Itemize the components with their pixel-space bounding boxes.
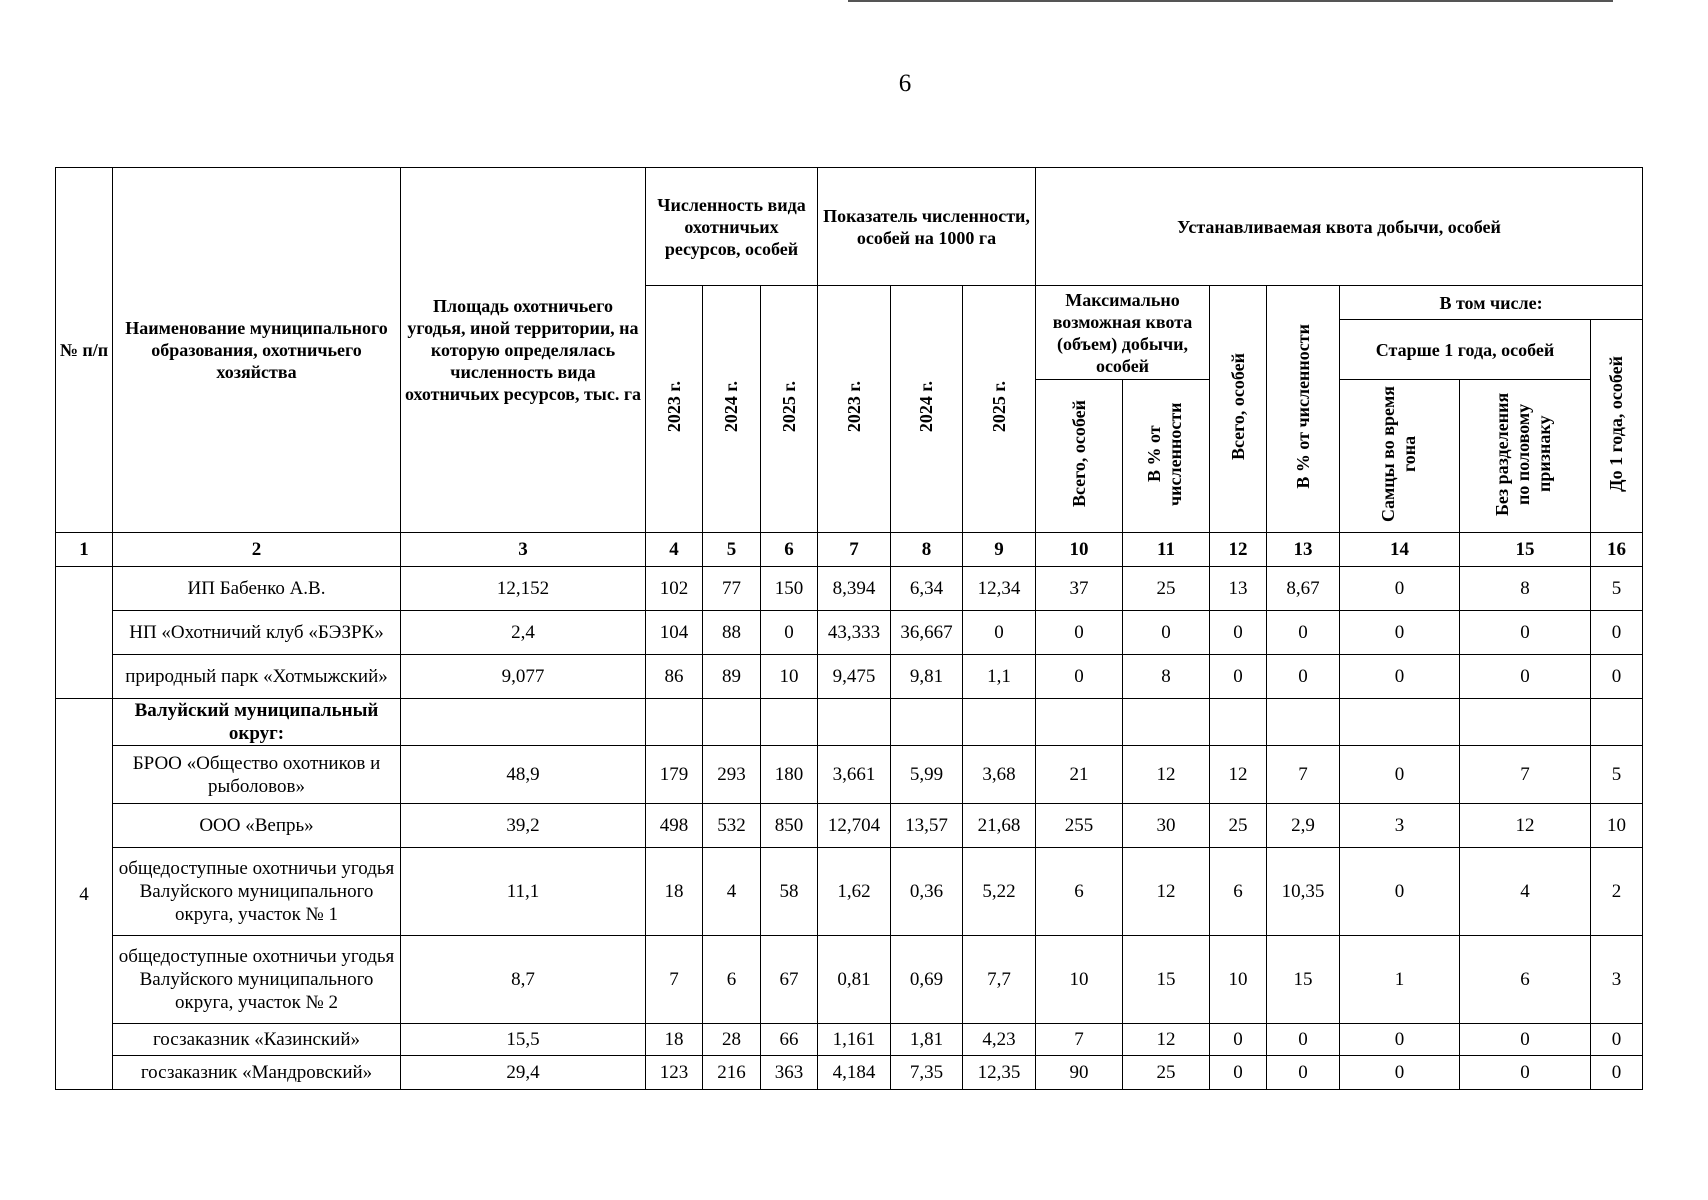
column-number: 8 bbox=[891, 533, 963, 567]
table-cell: 58 bbox=[761, 848, 818, 936]
table-cell: 1,62 bbox=[818, 848, 891, 936]
table-cell: 0 bbox=[1123, 611, 1210, 655]
header-max-quota: Максимально возможная квота (объем) добычи, особей bbox=[1036, 286, 1210, 380]
table-cell: 0 bbox=[1340, 746, 1460, 804]
table-cell: 12 bbox=[1460, 804, 1591, 848]
table-cell: 43,333 bbox=[818, 611, 891, 655]
table-cell: 7,35 bbox=[891, 1056, 963, 1090]
header-no-sex: Без разделения по половому признаку bbox=[1492, 391, 1554, 516]
table-cell: 0 bbox=[1460, 611, 1591, 655]
table-cell: 0,81 bbox=[818, 936, 891, 1024]
column-number: 12 bbox=[1210, 533, 1267, 567]
column-number: 5 bbox=[703, 533, 761, 567]
table-cell: 4,23 bbox=[963, 1024, 1036, 1056]
header-den-2024: 2024 г. bbox=[916, 380, 936, 433]
table-cell: 28 bbox=[703, 1024, 761, 1056]
row-name: госзаказник «Мандровский» bbox=[113, 1056, 401, 1090]
table-cell: 25 bbox=[1123, 1056, 1210, 1090]
table-cell: 30 bbox=[1123, 804, 1210, 848]
table-cell: 0 bbox=[1340, 655, 1460, 699]
header-name: Наименование муниципального образования, охотничьего хозяйства bbox=[113, 168, 401, 533]
table-cell: 123 bbox=[646, 1056, 703, 1090]
table-cell: 15,5 bbox=[401, 1024, 646, 1056]
table-cell: 4 bbox=[1460, 848, 1591, 936]
page-number: 6 bbox=[898, 70, 912, 97]
column-number: 10 bbox=[1036, 533, 1123, 567]
table-cell: 0 bbox=[1340, 567, 1460, 611]
table-cell: 13,57 bbox=[891, 804, 963, 848]
empty-cell bbox=[1591, 699, 1643, 746]
table-cell: 0,69 bbox=[891, 936, 963, 1024]
table-cell: 3 bbox=[1340, 804, 1460, 848]
table-cell: 1,81 bbox=[891, 1024, 963, 1056]
table-cell: 86 bbox=[646, 655, 703, 699]
table-cell: 12 bbox=[1123, 746, 1210, 804]
empty-cell bbox=[401, 699, 646, 746]
empty-cell bbox=[646, 699, 703, 746]
row-name: общедоступные охотничьи угодья Валуйского муниципального округа, участок № 2 bbox=[113, 936, 401, 1024]
table-cell: 8,394 bbox=[818, 567, 891, 611]
header-num: № п/п bbox=[56, 168, 113, 533]
table-cell: 5 bbox=[1591, 567, 1643, 611]
empty-cell bbox=[1123, 699, 1210, 746]
table-row bbox=[56, 1056, 1643, 1090]
table-row bbox=[56, 936, 1643, 1024]
table-cell: 3,68 bbox=[963, 746, 1036, 804]
table-cell: 1,1 bbox=[963, 655, 1036, 699]
table-cell: 2,9 bbox=[1267, 804, 1340, 848]
empty-cell bbox=[891, 699, 963, 746]
table-cell: 13 bbox=[1210, 567, 1267, 611]
table-row bbox=[56, 746, 1643, 804]
table-cell: 12,704 bbox=[818, 804, 891, 848]
table-cell: 5 bbox=[1591, 746, 1643, 804]
row-number-empty bbox=[56, 567, 113, 699]
header-total-10: Всего, особей bbox=[1068, 399, 1089, 508]
table-cell: 7,7 bbox=[963, 936, 1036, 1024]
column-number: 7 bbox=[818, 533, 891, 567]
table-cell: 18 bbox=[646, 1024, 703, 1056]
table-cell: 8,67 bbox=[1267, 567, 1340, 611]
table-cell: 7 bbox=[1460, 746, 1591, 804]
table-cell: 0 bbox=[761, 611, 818, 655]
table-cell: 0 bbox=[1340, 611, 1460, 655]
table-cell: 363 bbox=[761, 1056, 818, 1090]
table-cell: 9,077 bbox=[401, 655, 646, 699]
table-cell: 12,152 bbox=[401, 567, 646, 611]
table-cell: 9,81 bbox=[891, 655, 963, 699]
table-cell: 150 bbox=[761, 567, 818, 611]
empty-cell bbox=[1210, 699, 1267, 746]
table-cell: 12 bbox=[1210, 746, 1267, 804]
column-number: 14 bbox=[1340, 533, 1460, 567]
table-cell: 5,22 bbox=[963, 848, 1036, 936]
row-name: ООО «Вепрь» bbox=[113, 804, 401, 848]
table-cell: 7 bbox=[646, 936, 703, 1024]
empty-cell bbox=[963, 699, 1036, 746]
column-number: 6 bbox=[761, 533, 818, 567]
header-pop-2023: 2023 г. bbox=[663, 380, 684, 433]
table-cell: 90 bbox=[1036, 1056, 1123, 1090]
header-males: Самцы во время гона bbox=[1377, 385, 1419, 522]
table-cell: 850 bbox=[761, 804, 818, 848]
table-cell: 0 bbox=[963, 611, 1036, 655]
table-cell: 293 bbox=[703, 746, 761, 804]
table-cell: 15 bbox=[1267, 936, 1340, 1024]
column-number: 4 bbox=[646, 533, 703, 567]
quota-table bbox=[55, 167, 1643, 1090]
table-cell: 15 bbox=[1123, 936, 1210, 1024]
column-number: 16 bbox=[1591, 533, 1643, 567]
empty-cell bbox=[1036, 699, 1123, 746]
row-number: 4 bbox=[56, 699, 113, 1090]
header-under-1: До 1 года, особей bbox=[1606, 355, 1626, 492]
table-cell: 11,1 bbox=[401, 848, 646, 936]
table-cell: 0 bbox=[1460, 1056, 1591, 1090]
header-pct-13: В % от численности bbox=[1292, 324, 1313, 489]
table-cell: 21 bbox=[1036, 746, 1123, 804]
column-number: 3 bbox=[401, 533, 646, 567]
column-number: 15 bbox=[1460, 533, 1591, 567]
table-cell: 21,68 bbox=[963, 804, 1036, 848]
table-cell: 0 bbox=[1036, 655, 1123, 699]
table-cell: 532 bbox=[703, 804, 761, 848]
row-name: госзаказник «Казинский» bbox=[113, 1024, 401, 1056]
column-number: 1 bbox=[56, 533, 113, 567]
top-rule bbox=[848, 0, 1613, 2]
table-cell: 104 bbox=[646, 611, 703, 655]
table-cell: 0 bbox=[1267, 1056, 1340, 1090]
table-cell: 0 bbox=[1267, 611, 1340, 655]
table-cell: 2 bbox=[1591, 848, 1643, 936]
table-row bbox=[56, 804, 1643, 848]
empty-cell bbox=[703, 699, 761, 746]
table-cell: 6 bbox=[1210, 848, 1267, 936]
header-older: Старше 1 года, особей bbox=[1340, 320, 1591, 380]
row-name: БРОО «Общество охотников и рыболовов» bbox=[113, 746, 401, 804]
table-cell: 498 bbox=[646, 804, 703, 848]
table-cell: 10 bbox=[1036, 936, 1123, 1024]
header-quota: Устанавливаемая квота добычи, особей bbox=[1036, 168, 1643, 286]
header-area: Площадь охотничьего угодья, иной территории, на которую определялась численность вида охотничьих ресурсов, тыс. га bbox=[401, 168, 646, 533]
empty-cell bbox=[761, 699, 818, 746]
table-cell: 0 bbox=[1340, 1056, 1460, 1090]
column-number: 13 bbox=[1267, 533, 1340, 567]
column-numbers-row bbox=[56, 533, 1643, 567]
table-cell: 0 bbox=[1210, 655, 1267, 699]
table-row bbox=[56, 655, 1643, 699]
table-cell: 1,161 bbox=[818, 1024, 891, 1056]
header-pct-11: В % от численности bbox=[1144, 401, 1185, 506]
table-row bbox=[56, 848, 1643, 936]
table-row bbox=[56, 567, 1643, 611]
table-cell: 67 bbox=[761, 936, 818, 1024]
table-cell: 37 bbox=[1036, 567, 1123, 611]
table-cell: 10 bbox=[1210, 936, 1267, 1024]
group-title-row bbox=[56, 699, 1643, 746]
table-cell: 180 bbox=[761, 746, 818, 804]
table-cell: 29,4 bbox=[401, 1056, 646, 1090]
header-density: Показатель численности, особей на 1000 га bbox=[818, 168, 1036, 286]
table-cell: 0 bbox=[1340, 848, 1460, 936]
table-cell: 12 bbox=[1123, 848, 1210, 936]
table-cell: 8,7 bbox=[401, 936, 646, 1024]
table-cell: 10 bbox=[1591, 804, 1643, 848]
column-number: 2 bbox=[113, 533, 401, 567]
table-cell: 10 bbox=[761, 655, 818, 699]
table-cell: 6,34 bbox=[891, 567, 963, 611]
table-cell: 89 bbox=[703, 655, 761, 699]
table-cell: 0 bbox=[1036, 611, 1123, 655]
empty-cell bbox=[1340, 699, 1460, 746]
row-name: природный парк «Хотмыжский» bbox=[113, 655, 401, 699]
table-cell: 6 bbox=[1460, 936, 1591, 1024]
table-cell: 66 bbox=[761, 1024, 818, 1056]
table-cell: 0 bbox=[1591, 655, 1643, 699]
table-cell: 12,34 bbox=[963, 567, 1036, 611]
table-cell: 3,661 bbox=[818, 746, 891, 804]
header-den-2025: 2025 г. bbox=[988, 380, 1009, 433]
table-cell: 7 bbox=[1036, 1024, 1123, 1056]
empty-cell bbox=[818, 699, 891, 746]
header-population: Численность вида охотничьих ресурсов, особей bbox=[646, 168, 818, 286]
empty-cell bbox=[1460, 699, 1591, 746]
row-name: НП «Охотничий клуб «БЭЗРК» bbox=[113, 611, 401, 655]
header-total-12: Всего, особей bbox=[1227, 352, 1248, 461]
row-name: ИП Бабенко А.В. bbox=[113, 567, 401, 611]
column-number: 9 bbox=[963, 533, 1036, 567]
table-cell: 8 bbox=[1123, 655, 1210, 699]
table-cell: 8 bbox=[1460, 567, 1591, 611]
table-cell: 0 bbox=[1267, 655, 1340, 699]
table-cell: 5,99 bbox=[891, 746, 963, 804]
table-cell: 4 bbox=[703, 848, 761, 936]
table-cell: 0 bbox=[1460, 655, 1591, 699]
table-cell: 0 bbox=[1340, 1024, 1460, 1056]
table-cell: 0 bbox=[1460, 1024, 1591, 1056]
table-cell: 18 bbox=[646, 848, 703, 936]
table-cell: 0 bbox=[1210, 1024, 1267, 1056]
table-cell: 0,36 bbox=[891, 848, 963, 936]
table-cell: 39,2 bbox=[401, 804, 646, 848]
table-cell: 77 bbox=[703, 567, 761, 611]
column-number: 11 bbox=[1123, 533, 1210, 567]
table-cell: 0 bbox=[1210, 1056, 1267, 1090]
header-pop-2025: 2025 г. bbox=[778, 380, 799, 433]
table-cell: 0 bbox=[1591, 1024, 1643, 1056]
header-pop-2024: 2024 г. bbox=[721, 380, 741, 433]
table-cell: 12 bbox=[1123, 1024, 1210, 1056]
table-cell: 12,35 bbox=[963, 1056, 1036, 1090]
table-cell: 102 bbox=[646, 567, 703, 611]
table-cell: 9,475 bbox=[818, 655, 891, 699]
table-cell: 88 bbox=[703, 611, 761, 655]
table-cell: 255 bbox=[1036, 804, 1123, 848]
table-cell: 3 bbox=[1591, 936, 1643, 1024]
table-cell: 25 bbox=[1123, 567, 1210, 611]
table-row bbox=[56, 611, 1643, 655]
table-cell: 48,9 bbox=[401, 746, 646, 804]
empty-cell bbox=[1267, 699, 1340, 746]
table-cell: 6 bbox=[1036, 848, 1123, 936]
header-including: В том числе: bbox=[1340, 286, 1643, 320]
group-title: Валуйский муниципальный округ: bbox=[113, 699, 401, 746]
table-cell: 179 bbox=[646, 746, 703, 804]
table-cell: 0 bbox=[1591, 611, 1643, 655]
table-cell: 36,667 bbox=[891, 611, 963, 655]
table-cell: 0 bbox=[1267, 1024, 1340, 1056]
table-cell: 0 bbox=[1210, 611, 1267, 655]
table-cell: 6 bbox=[703, 936, 761, 1024]
table-cell: 1 bbox=[1340, 936, 1460, 1024]
table-cell: 216 bbox=[703, 1056, 761, 1090]
row-name: общедоступные охотничьи угодья Валуйского муниципального округа, участок № 1 bbox=[113, 848, 401, 936]
table-cell: 0 bbox=[1591, 1056, 1643, 1090]
table-cell: 25 bbox=[1210, 804, 1267, 848]
table-cell: 10,35 bbox=[1267, 848, 1340, 936]
table-cell: 7 bbox=[1267, 746, 1340, 804]
table-cell: 4,184 bbox=[818, 1056, 891, 1090]
table-cell: 2,4 bbox=[401, 611, 646, 655]
table-row bbox=[56, 1024, 1643, 1056]
header-den-2023: 2023 г. bbox=[843, 380, 864, 433]
